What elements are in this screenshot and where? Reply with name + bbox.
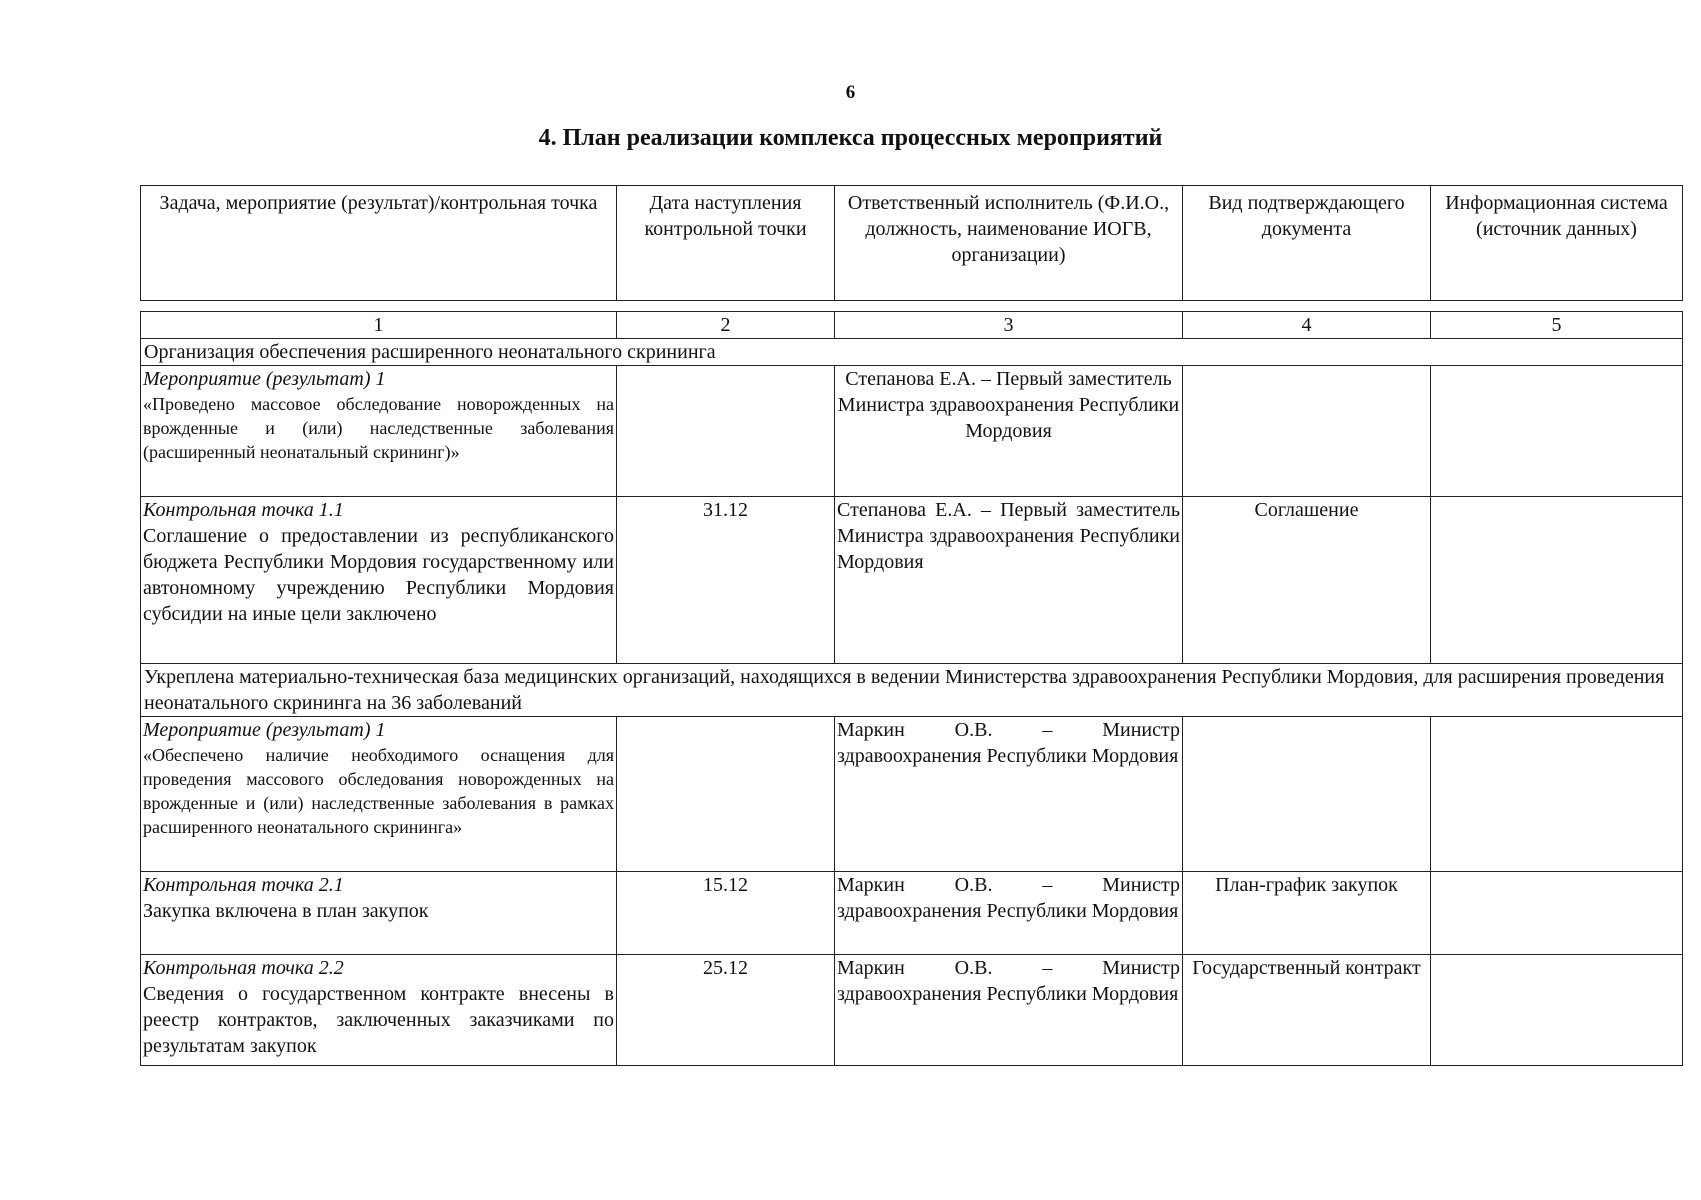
plan-table <box>140 311 1683 1066</box>
column-number: 4 <box>1183 312 1431 339</box>
date-cell <box>617 366 835 497</box>
item-text: Соглашение о предоставлении из республиканского бюджета Республики Мордовия государственному или автономному учреждению Республики Мордовия субсидии на иные цели заключено <box>143 525 614 625</box>
responsible-cell: Степанова Е.А. – Первый заместитель Министра здравоохранения Республики Мордовия <box>835 366 1183 497</box>
column-number: 2 <box>617 312 835 339</box>
responsible-cell <box>835 717 1183 872</box>
section-row <box>141 339 1683 366</box>
system-cell <box>1431 872 1683 955</box>
document-cell: Государственный контракт <box>1183 955 1431 1066</box>
item-type: Контрольная точка 1.1 <box>143 499 344 521</box>
responsible-cell <box>835 955 1183 1066</box>
section-row <box>141 664 1683 717</box>
responsible-text: Маркин О.В. – Министр здравоохранения Республики Мордовия <box>837 874 1180 922</box>
responsible-cell <box>835 872 1183 955</box>
table-row <box>141 955 1683 1066</box>
section-title: Организация обеспечения расширенного неонатального скрининга <box>141 339 1683 366</box>
date-cell: 15.12 <box>617 872 835 955</box>
table-row <box>141 872 1683 955</box>
page-title: 4. План реализации комплекса процессных мероприятий <box>538 125 1163 151</box>
item-type: Контрольная точка 2.1 <box>143 874 344 896</box>
column-header-date: Дата наступления контрольной точки <box>617 186 835 301</box>
item-type: Мероприятие (результат) 1 <box>143 719 386 741</box>
table-header <box>140 185 1683 301</box>
column-header-task: Задача, мероприятие (результат)/контрольная точка <box>141 186 617 301</box>
date-cell: 25.12 <box>617 955 835 1066</box>
task-cell <box>141 366 617 497</box>
table-row <box>141 366 1683 497</box>
column-number: 3 <box>835 312 1183 339</box>
column-header-document: Вид подтверждающего документа <box>1183 186 1431 301</box>
system-cell <box>1431 497 1683 664</box>
item-text: Закупка включена в план закупок <box>143 900 429 922</box>
responsible-text: Маркин О.В. – Министр здравоохранения Республики Мордовия <box>837 957 1180 1005</box>
column-number-row <box>141 312 1683 339</box>
task-cell <box>141 955 617 1066</box>
column-header-system: Информационная система (источник данных) <box>1431 186 1683 301</box>
item-type: Мероприятие (результат) 1 <box>143 368 386 390</box>
responsible-text: Степанова Е.А. – Первый заместитель Министра здравоохранения Республики Мордовия <box>837 499 1180 573</box>
table-row <box>141 497 1683 664</box>
document-cell: План-график закупок <box>1183 872 1431 955</box>
document-cell: Соглашение <box>1183 497 1431 664</box>
task-cell <box>141 872 617 955</box>
responsible-cell <box>835 497 1183 664</box>
column-header-responsible: Ответственный исполнитель (Ф.И.О., должность, наименование ИОГВ, организации) <box>835 186 1183 301</box>
task-cell <box>141 717 617 872</box>
task-cell <box>141 497 617 664</box>
item-text: «Обеспечено наличие необходимого оснащения для проведения массового обследования новорожденных на врожденные и (или) наследственные заболевания в рамках расширенного неонатального скрининга» <box>143 745 614 837</box>
date-cell <box>617 717 835 872</box>
item-text: «Проведено массовое обследование новорожденных на врожденные и (или) наследственные заболевания (расширенный неонатальный скрининг)» <box>143 394 614 462</box>
table-row <box>141 717 1683 872</box>
item-type: Контрольная точка 2.2 <box>143 957 344 979</box>
responsible-text: Маркин О.В. – Министр здравоохранения Республики Мордовия <box>837 719 1180 767</box>
section-title: Укреплена материально-техническая база медицинских организаций, находящихся в ведении Министерства здравоохранения Республики Мордовия, для расширения проведения неонатального скрининга на 36 заболеваний <box>141 664 1683 717</box>
page-number: 6 <box>845 82 856 103</box>
item-text: Сведения о государственном контракте внесены в реестр контрактов, заключенных заказчиками по результатам закупок <box>143 983 614 1057</box>
column-number: 5 <box>1431 312 1683 339</box>
column-number: 1 <box>141 312 617 339</box>
date-cell: 31.12 <box>617 497 835 664</box>
system-cell <box>1431 366 1683 497</box>
document-cell <box>1183 717 1431 872</box>
system-cell <box>1431 955 1683 1066</box>
document-cell <box>1183 366 1431 497</box>
system-cell <box>1431 717 1683 872</box>
